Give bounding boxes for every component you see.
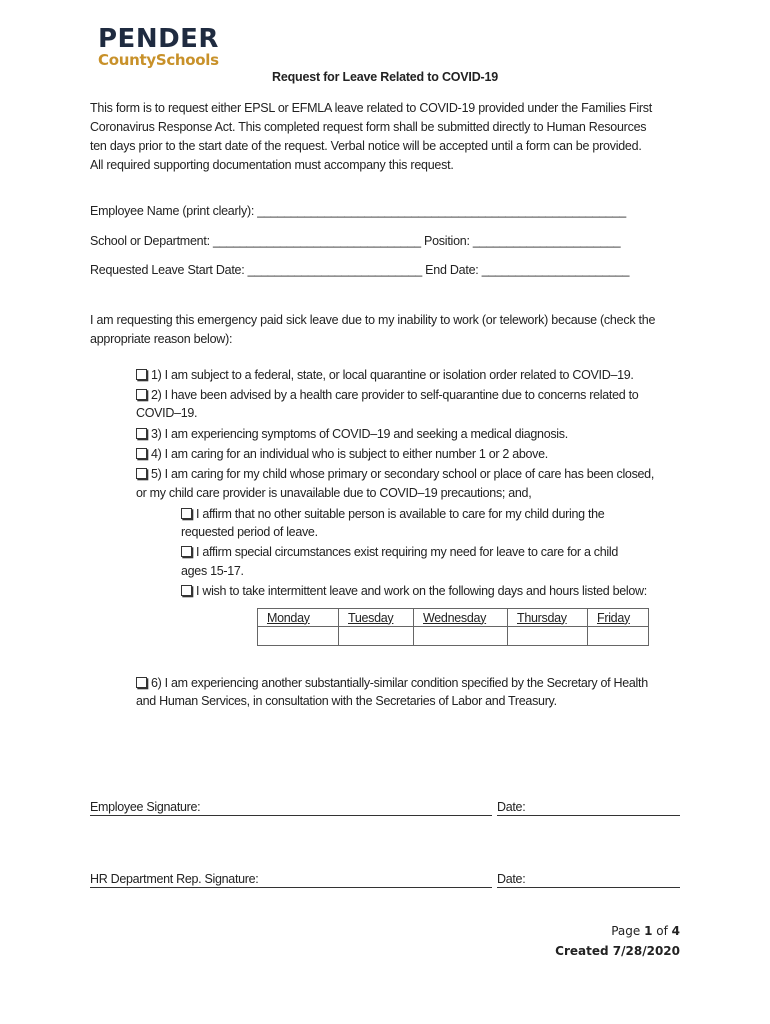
sub-option-no-caregiver-label: I affirm that no other suitable person is available to care for my child during the [196,507,605,521]
option-2 [136,386,638,405]
sub-option-special-circumstances [181,543,618,562]
employee-date-line[interactable] [497,815,680,816]
hr-signature-line[interactable] [90,887,492,888]
page-total: 4 [671,924,680,938]
day-thursday: Thursday [508,609,588,627]
sub-option-special-continued: ages 15-17. [181,564,244,578]
employee-signature-label: Employee Signature: [90,800,201,814]
checkbox-option-3[interactable] [136,428,147,439]
checkbox-special-circumstances[interactable] [181,546,192,557]
intro-line: Coronavirus Response Act. This completed request form shall be submitted directly to Human Resources [90,120,647,134]
sub-option-intermittent [181,582,647,601]
intro-line: ten days prior to the start date of the request. Verbal notice will be accepted until a form can be provided. [90,139,642,153]
request-line: I am requesting this emergency paid sick leave due to my inability to work (or telework) because (check the [90,313,656,327]
sub-option-special-label: I affirm special circumstances exist requiring my need for leave to care for a child [196,545,618,559]
option-5 [136,465,654,484]
days-hours-row [258,627,649,646]
option-4 [136,445,548,464]
intermittent-days-table [257,608,649,646]
hours-wednesday[interactable] [414,627,508,646]
day-wednesday: Wednesday [414,609,508,627]
sub-option-no-caregiver [181,505,604,524]
sub-option-intermittent-label: I wish to take intermittent leave and work on the following days and hours listed below: [196,584,647,598]
option-6-label: 6) I am experiencing another substantially-similar condition specified by the Secretary of Health [151,676,648,690]
employee-signature-line[interactable] [90,815,492,816]
option-2-label: 2) I have been advised by a health care provider to self-quarantine due to concerns related to [151,388,639,402]
option-6 [136,674,648,693]
hours-friday[interactable] [588,627,649,646]
leave-dates-field[interactable]: Requested Leave Start Date: __________________________ End Date: ______________________ [90,263,630,277]
option-4-label: 4) I am caring for an individual who is subject to either number 1 or 2 above. [151,447,548,461]
employee-date-label: Date: [497,800,526,814]
option-3-label: 3) I am experiencing symptoms of COVID–19 and seeking a medical diagnosis. [151,427,568,441]
checkbox-option-6[interactable] [136,677,147,688]
logo-line-1: PENDER [98,24,219,54]
checkbox-option-5[interactable] [136,468,147,479]
school-position-field[interactable]: School or Department: _______________________________ Position: ______________________ [90,234,621,248]
checkbox-intermittent[interactable] [181,585,192,596]
checkbox-option-1[interactable] [136,369,147,380]
option-1-label: 1) I am subject to a federal, state, or local quarantine or isolation order related to COVID–19. [151,368,634,382]
request-line: appropriate reason below): [90,332,233,346]
hours-thursday[interactable] [508,627,588,646]
day-tuesday: Tuesday [339,609,414,627]
option-6-continued: and Human Services, in consultation with the Secretaries of Labor and Treasury. [136,694,557,708]
checkbox-no-caregiver[interactable] [181,508,192,519]
intro-line: All required supporting documentation must accompany this request. [90,158,454,172]
intro-paragraph [90,99,690,175]
checkbox-option-4[interactable] [136,448,147,459]
option-3 [136,425,568,444]
checkbox-option-2[interactable] [136,389,147,400]
hr-date-line[interactable] [497,887,680,888]
hr-signature-label: HR Department Rep. Signature: [90,872,259,886]
page-prefix: Page [611,924,645,938]
day-monday: Monday [258,609,339,627]
logo-line-2: CountySchools [98,51,219,69]
option-5-label: 5) I am caring for my child whose primary or secondary school or place of care has been closed, [151,467,654,481]
form-title: Request for Leave Related to COVID-19 [272,70,498,84]
page-of: of [652,924,672,938]
page-number [611,924,680,938]
hr-date-label: Date: [497,872,526,886]
page-current: 1 [644,924,653,938]
hours-monday[interactable] [258,627,339,646]
option-1 [136,366,634,385]
sub-option-no-caregiver-continued: requested period of leave. [181,525,318,539]
created-date: Created 7/28/2020 [555,944,680,958]
employee-name-field[interactable]: Employee Name (print clearly): _______________________________________________________ [90,204,626,218]
request-statement [90,311,655,349]
intro-line: This form is to request either EPSL or EFMLA leave related to COVID-19 provided under the Families First [90,101,652,115]
district-logo [98,26,219,69]
option-2-continued: COVID–19. [136,406,198,420]
hours-tuesday[interactable] [339,627,414,646]
option-5-continued: or my child care provider is unavailable due to COVID–19 precautions; and, [136,486,532,500]
day-friday: Friday [588,609,649,627]
days-header-row [258,609,649,627]
